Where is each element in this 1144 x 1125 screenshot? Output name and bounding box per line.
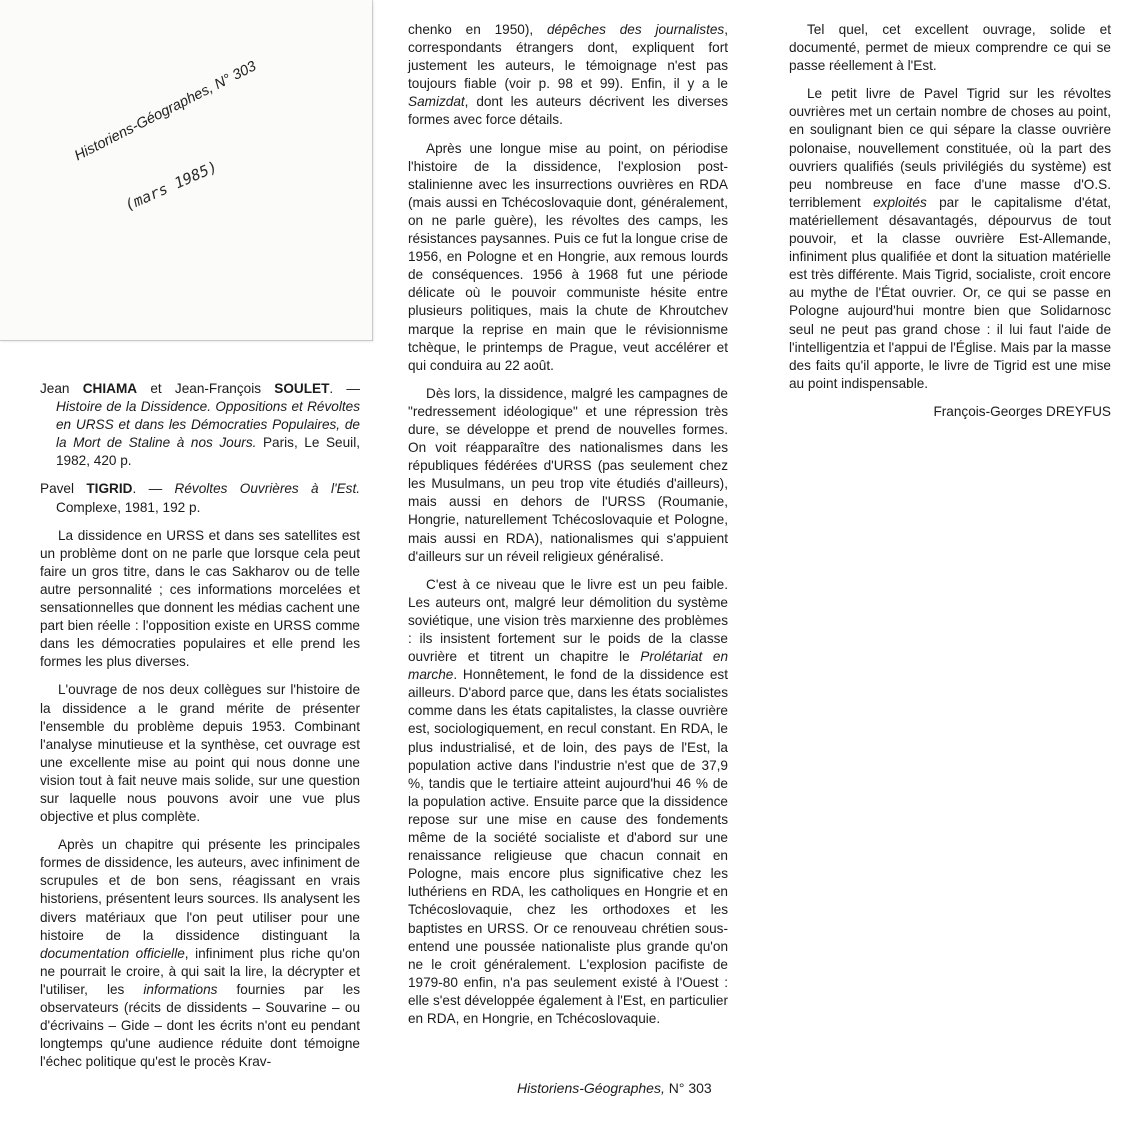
reference-dash: . — (329, 381, 361, 396)
reference-dash: . — (132, 481, 163, 497)
author-last-name: TIGRID (86, 481, 133, 497)
clipping-label-paper (0, 0, 373, 341)
footer-journal-name: Historiens-Géographes, (517, 1080, 665, 1096)
book-publisher: Complexe, 1981, 192 p. (56, 499, 201, 515)
paragraph: Le petit livre de Pavel Tigrid sur les révoltes ouvrières met un certain nombre de choses au point, en soulignant bien ce qui sépare la classe ouvrière polonaise, nouvellement constituée, où la part des ouvriers qualifiés (seuls privilégiés du système) est peu nombreuse en face d'une masse d'O.S. terriblement exploités par le capitalisme d'état, matériellement désavantagés, dépourvus de tout pouvoir, et la classe ouvrière Est-Allemande, infiniment plus qualifiée et dont la situation matérielle est très différente. Mais Tigrid, socialiste, croit encore au mythe de l'État ouvrier. Or, ce qui se passe en Pologne aujourd'hui montre bien que Solidarnosc seul ne peut pas grand chose : il lui faut l'aide de l'intelligentzia et l'appui de l'Église. Mais par la masse des faits qu'il apporte, le livre de Tigrid est une mise au point indispensable. (789, 86, 1111, 391)
paragraph: Tel quel, cet excellent ouvrage, solide et documenté, permet de mieux comprendre ce qui se passe réellement à l'Est. (789, 22, 1111, 74)
article-column-3 (789, 21, 1111, 431)
author-last-name: SOULET (274, 381, 330, 396)
paragraph: chenko en 1950), dépêches des journalistes, correspondants étrangers dont, expliquent fort justement les auteurs, le témoignage n'est pas toujours fiable (voir p. 98 et 99). Enfin, il y a le Samizdat, dont les auteurs décrivent les diverses formes avec force détails. (408, 22, 728, 128)
author-first-name: Jean-François (174, 381, 262, 396)
paragraph: L'ouvrage de nos deux collègues sur l'histoire de la dissidence a le grand mérite de présenter l'ensemble du problème depuis 1953. Combinant l'analyse minutieuse et la synthèse, cet ouvrage est une excellente mise au point qui nous donne une vision tout à fait neuve mais solide, sur une question sur laquelle nous pouvons avoir une vue plus objective et plus complète. (40, 682, 360, 825)
book-reference-chiama-soulet (40, 380, 360, 470)
author-first-name: Jean (40, 381, 70, 396)
paragraph: Dès lors, la dissidence, malgré les campagnes de "redressement idéologique" et une répression très dure, se développe et prend de nouvelles formes. On voit réapparaître des nationalismes dans les républiques fédérées d'URSS (pas seulement chez les Musulmans, un peu trop vite étudiés d'ailleurs), mais aussi en dehors de l'URSS (Roumanie, Hongrie, naturellement Tchécoslovaquie et Pologne, mais aussi en RDA), nationalismes qui s'appuient d'ailleurs sur un réveil religieux généralisé. (408, 385, 728, 564)
article-column-2 (408, 21, 728, 1038)
author-signature: François-Georges DREYFUS (933, 403, 1111, 419)
book-title: Histoire de la Dissidence. Oppositions et Révoltes en URSS et dans les Démocraties Populaires, de la Mort de Staline à nos Jours. (56, 399, 360, 451)
page-footer (517, 1080, 712, 1096)
author-last-name: CHIAMA (82, 381, 138, 396)
book-publisher: Paris, Le Seuil, 1982, 420 p. (56, 435, 360, 469)
author-first-name: Pavel (40, 481, 75, 497)
paper-edge-line (372, 0, 373, 6)
journal-stamp: Historiens-Géographes, N° 303 (72, 58, 259, 165)
paragraph: Après une longue mise au point, on périodise l'histoire de la dissidence, l'explosion post-stalinienne avec les insurrections ouvrières en RDA (mais aussi en Tchécoslovaquie dont, généralement, on ne parle guère), les révoltes des camps, les résistances paysannes. Puis ce fut la longue crise de 1956, en Pologne et en Hongrie, aux remous lourds de conséquences. 1956 à 1968 fut une période délicate où le pouvoir communiste hésite entre plusieurs politiques, mais la chute de Khroutchev marque la reprise en main que le révisionnisme tchèque, le printemps de Prague, veut accélérer et qui conduira au 22 août. (408, 140, 728, 373)
handwritten-date-note: (mars 1985) (122, 157, 221, 215)
book-title: Révoltes Ouvrières à l'Est. (174, 481, 361, 497)
article-column-1 (40, 380, 360, 1081)
paragraph: Après un chapitre qui présente les principales formes de dissidence, les auteurs, avec infiniment de scrupules et de bon sens, réagissant en vrais historiens, présentent leurs sources. Ils analysent les divers matériaux que l'on peut utiliser pour une histoire de la dissidence distinguant la documentation officielle, infiniment plus riche qu'on ne pourrait le croire, à qui sait la lire, la décrypter et l'utiliser, les informations fournies par les observateurs (récits de dissidents – Souvarine – ou d'écrivains – Gide – dont les écrits n'ont eu pendant longtemps qu'une audience réduite dont témoigne l'échec politique qu'est le procès Krav- (40, 837, 360, 1070)
footer-issue-number: N° 303 (668, 1080, 712, 1096)
book-reference-tigrid (40, 480, 360, 516)
paragraph: C'est à ce niveau que le livre est un peu faible. Les auteurs ont, malgré leur démolition du système soviétique, une vision très marxienne des problèmes : ils insistent fortement sur le poids de la classe ouvrière et titrent un chapitre le Prolétariat en marche. Honnêtement, le fond de la dissidence est ailleurs. D'abord parce que, dans les états socialistes comme dans les états capitalistes, la classe ouvrière est, sociologiquement, en recul constant. En RDA, le plus industrialisé, et de loin, des pays de l'Est, la population active dans l'industrie n'est que de 37,9 %, tandis que le tertiaire atteint aujourd'hui 46 % de la population active. Ensuite parce que la dissidence repose sur une mise en cause des fondements même de la société socialiste et d'abord sur une renaissance religieuse que chacun connait en Pologne, mais encore plus significative chez les luthériens en RDA, les catholiques en Hongrie et en Tchécoslovaquie, chez les orthodoxes et les baptistes en URSS. Or ce renouveau chrétien sous-entend une poussée nationaliste plus grande qu'on ne le croit généralement. L'explosion pacifiste de 1979-80 enfin, n'a pas seulement existé à l'Ouest : elle s'est développée également à l'Est, en particulier en RDA, en Hongrie, en Tchécoslovaquie. (408, 576, 729, 1026)
conjunction: et (150, 381, 162, 396)
paragraph: La dissidence en URSS et dans ses satellites est un problème dont on ne parle que lorsque cela peut faire un gros titre, dans le cas Sakharov ou de telle autre personnalité ; ces informations morcelées et sensationnelles que donnent les médias cachent une part bien réelle : l'opposition existe en URSS comme dans les démocraties populaires et elle prend les formes les plus diverses. (40, 527, 360, 670)
